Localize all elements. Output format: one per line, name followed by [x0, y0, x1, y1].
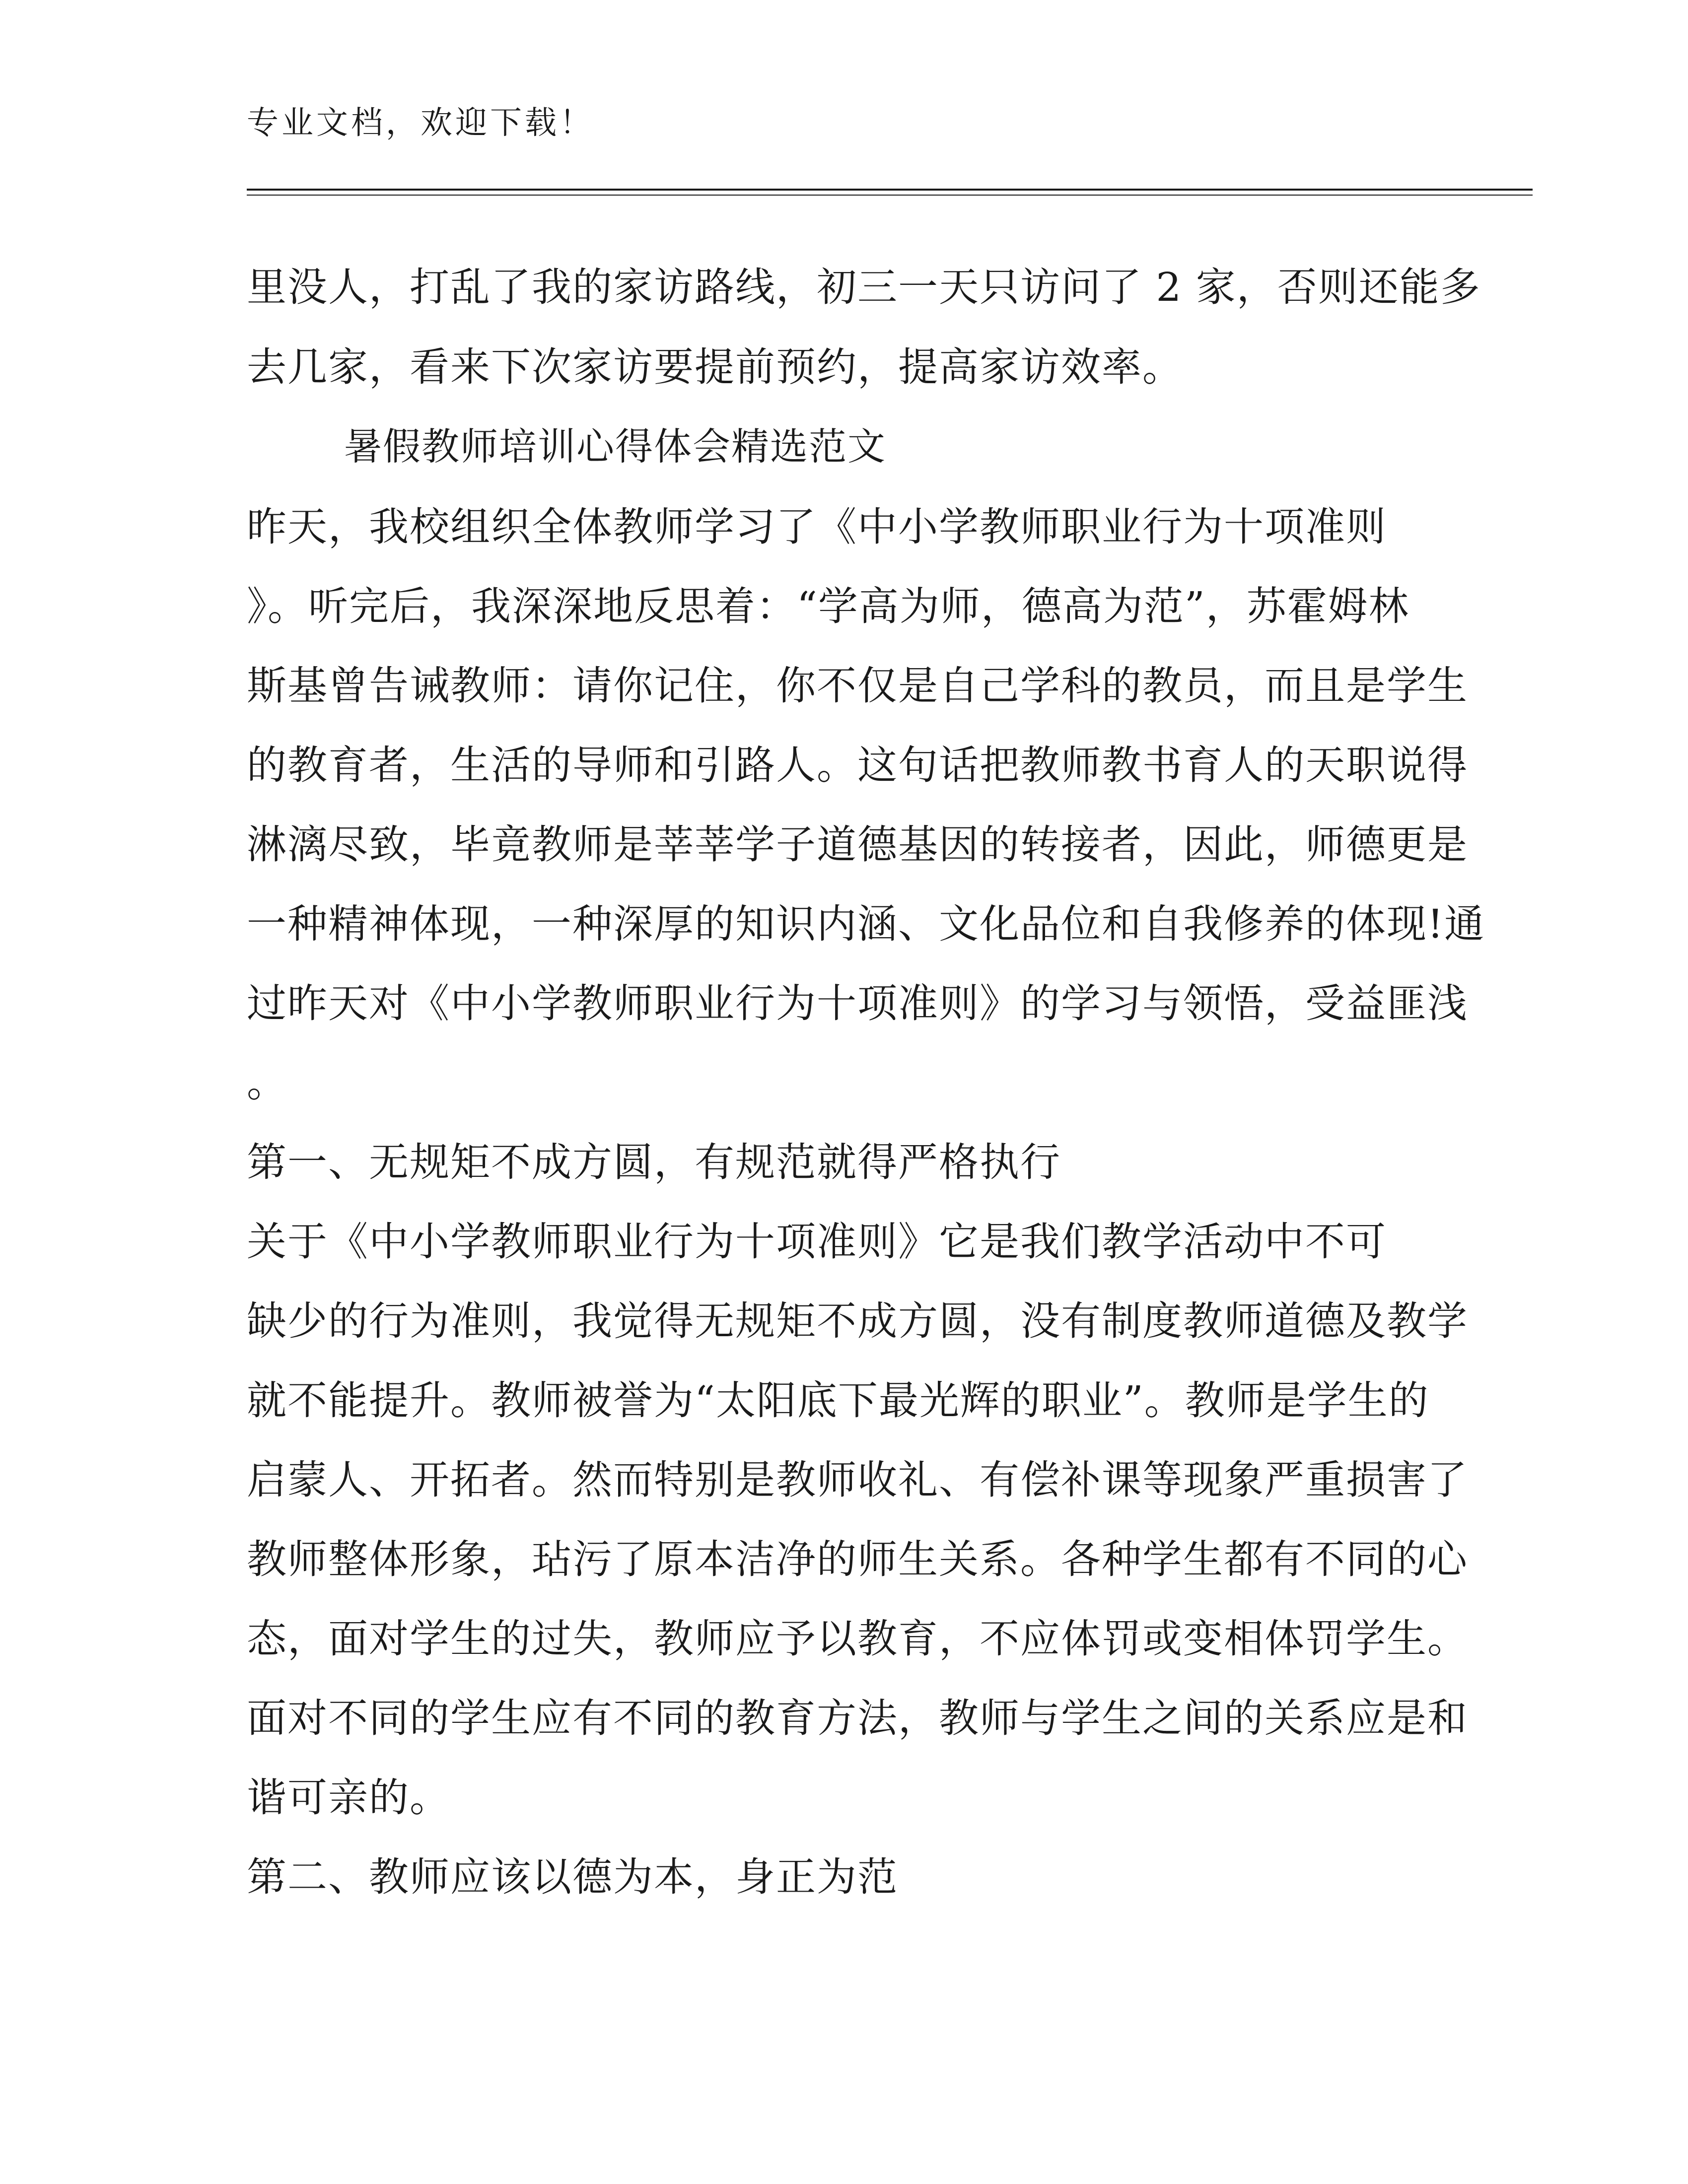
body-line: 的教育者，生活的导师和引路人。这句话把教师教书育人的天职说得	[247, 742, 1468, 788]
page-header: 专业文档，欢迎下载！	[247, 105, 594, 141]
body-line: 一种精神体现，一种深厚的知识内涵、文化品位和自我修养的体现!通	[247, 901, 1485, 947]
body-line: 里没人，打乱了我的家访路线，初三一天只访问了 2 家，否则还能多	[247, 264, 1481, 310]
article-title: 暑假教师培训心得体会精选范文	[344, 424, 886, 469]
header-divider-thin	[247, 195, 1533, 196]
body-line: 缺少的行为准则，我觉得无规矩不成方圆，没有制度教师道德及教学	[247, 1298, 1468, 1344]
section-heading: 第一、无规矩不成方圆，有规范就得严格执行	[247, 1139, 1061, 1185]
body-line: 昨天，我校组织全体教师学习了《中小学教师职业行为十项准则	[247, 504, 1387, 550]
body-line: 面对不同的学生应有不同的教育方法，教师与学生之间的关系应是和	[247, 1695, 1468, 1741]
body-line: 斯基曾告诫教师：请你记住，你不仅是自己学科的教员，而且是学生	[247, 663, 1468, 709]
body-line: 淋漓尽致，毕竟教师是莘莘学子道德基因的转接者，因此，师德更是	[247, 821, 1468, 868]
body-line: 关于《中小学教师职业行为十项准则》它是我们教学活动中不可	[247, 1219, 1387, 1265]
body-line: 就不能提升。教师被誉为“太阳底下最光辉的职业”。教师是学生的	[247, 1377, 1429, 1424]
header-divider-thick	[247, 189, 1533, 191]
body-line: 启蒙人、开拓者。然而特别是教师收礼、有偿补课等现象严重损害了	[247, 1457, 1468, 1503]
body-line: 》。听完后，我深深地反思着：“学高为师，德高为范”，苏霍姆林	[247, 583, 1409, 629]
body-line: 过昨天对《中小学教师职业行为十项准则》的学习与领悟，受益匪浅	[247, 980, 1468, 1026]
section-heading: 第二、教师应该以德为本，身正为范	[247, 1854, 898, 1900]
body-line: 教师整体形象，玷污了原本洁净的师生关系。各种学生都有不同的心	[247, 1536, 1468, 1582]
body-line: 去几家，看来下次家访要提前预约，提高家访效率。	[247, 344, 1183, 390]
body-line: 谐可亲的。	[247, 1774, 450, 1821]
body-line: 。	[247, 1060, 287, 1106]
body-line: 态，面对学生的过失，教师应予以教育，不应体罚或变相体罚学生。	[247, 1616, 1468, 1662]
